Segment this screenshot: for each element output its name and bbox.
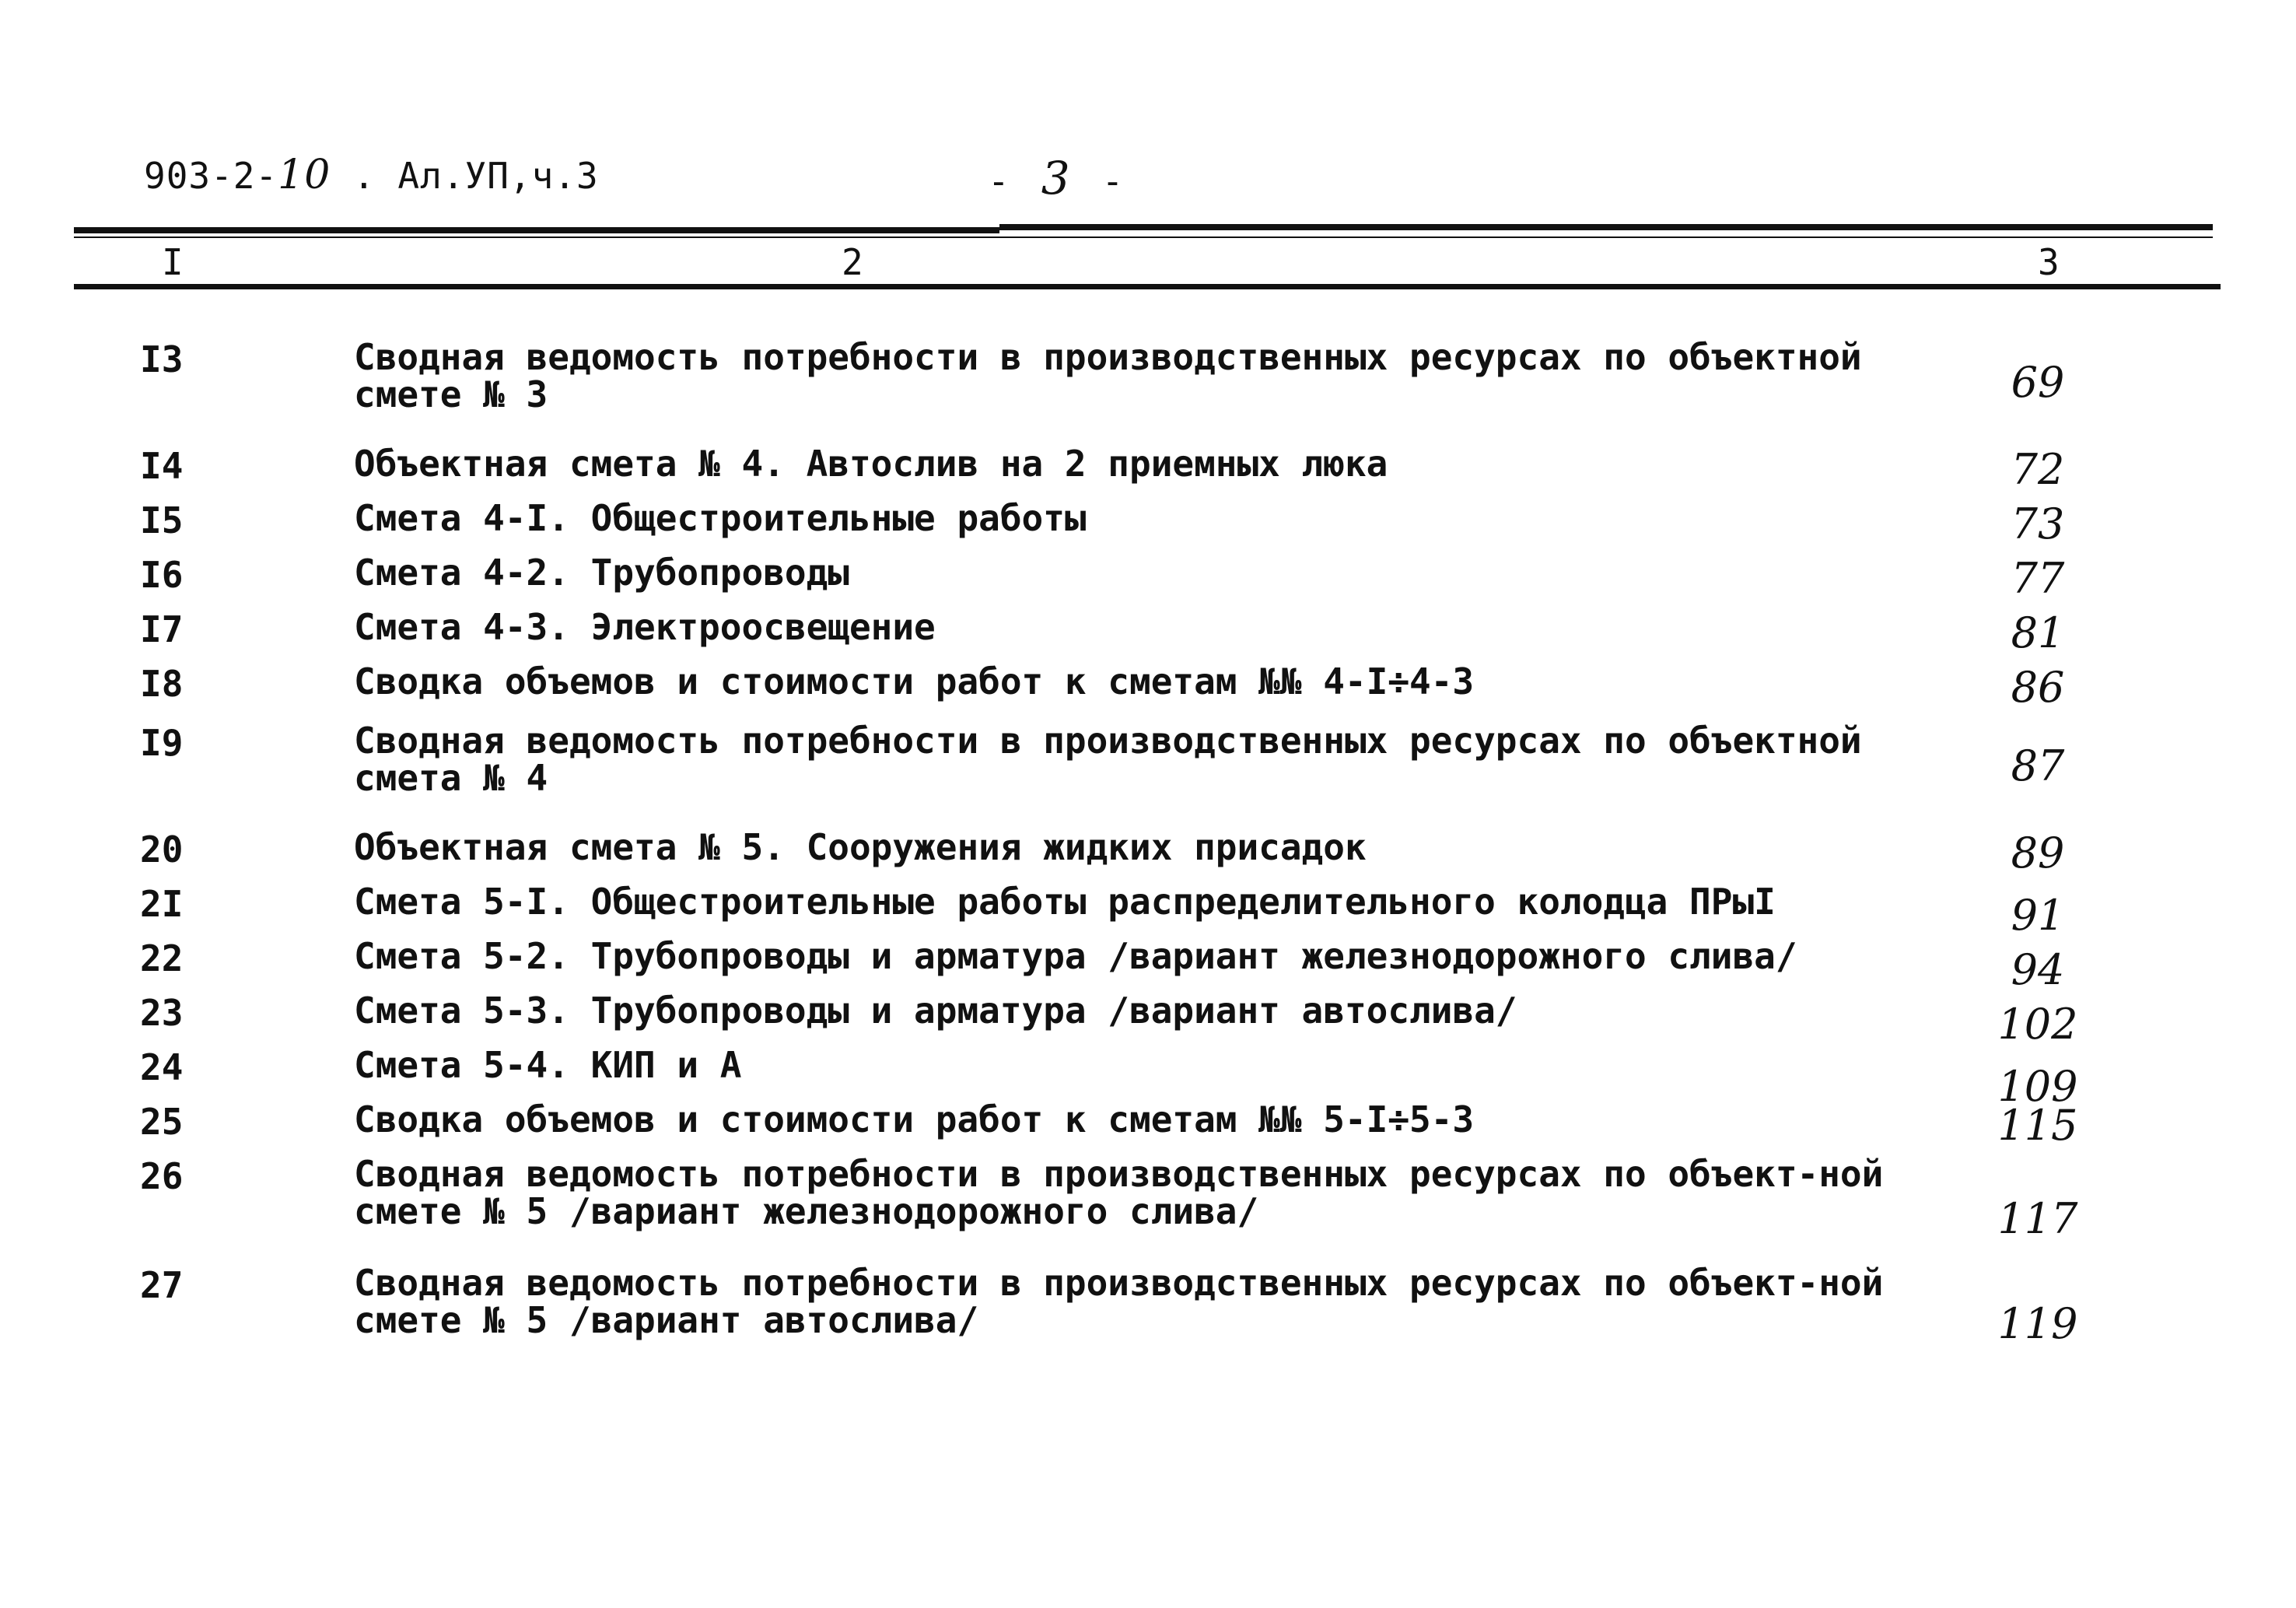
row-number: 20 [140,829,184,871]
row-page: 89 [2011,829,2065,878]
row-number: 25 [140,1101,184,1143]
row-page: 102 [1997,1000,2078,1049]
row-title: Смета 5-4. КИП и А [354,1044,742,1086]
row-title: Объектная смета № 5. Сооружения жидких присадок [354,826,1367,868]
row-number: 22 [140,937,184,979]
row-title: Сводная ведомость потребности в производственных ресурсах по объект-ной смете № 5 /вариант железнодорожного слива/ [354,1153,1884,1232]
row-number: I5 [140,499,184,541]
row-number: 2I [140,883,184,925]
column-header-3: 3 [2038,241,2060,283]
row-number: 23 [140,992,184,1034]
column-header-1: I [162,241,184,283]
row-page: 91 [2011,891,2065,940]
row-number: I8 [140,663,184,705]
page-handwritten: 3 [1041,152,1071,205]
row-title: Смета 5-2. Трубопроводы и арматура /вариант железнодорожного слива/ [354,935,1797,977]
row-title: Смета 5-I. Общестроительные работы распределительного колодца ПРыI [354,881,1776,923]
row-number: I3 [140,338,184,380]
row-title: Сводная ведомость потребности в производственных ресурсах по объектной смете № 3 [354,336,1862,415]
row-number: I7 [140,608,184,650]
row-page: 73 [2011,499,2065,548]
row-number: 24 [140,1046,184,1088]
row-page: 109 [1997,1062,2078,1111]
row-number: 27 [140,1264,184,1306]
row-title: Сводка объемов и стоимости работ к сметам №№ 4-I÷4-3 [354,660,1475,702]
row-page: 69 [2011,358,2065,407]
page-number [988,152,1124,205]
row-title: Смета 4-2. Трубопроводы [354,552,849,594]
row-title: Сводная ведомость потребности в производственных ресурсах по объектной смета № 4 [354,720,1862,799]
album-ref: . Ал.УП,ч.3 [353,155,599,197]
code-handwritten: 10 [278,152,331,198]
code-prefix: 903-2- [144,155,278,197]
top-rule-thin [74,236,2213,238]
top-rule-left [74,227,999,233]
top-rule-right [999,224,2213,230]
row-number: 26 [140,1155,184,1197]
row-page: 72 [2011,445,2065,494]
row-page: 117 [1997,1194,2078,1243]
row-number: I9 [140,722,184,764]
row-page: 87 [2011,741,2065,790]
row-title: Объектная смета № 4. Автослив на 2 приемных люка [354,443,1388,485]
row-title: Смета 4-I. Общестроительные работы [354,497,1087,539]
row-title: Сводная ведомость потребности в производственных ресурсах по объект-ной смете № 5 /вариант автослива/ [354,1262,1884,1341]
row-page: 119 [1997,1299,2078,1348]
row-number: I6 [140,554,184,596]
column-header-2: 2 [842,241,863,283]
row-title: Смета 4-3. Электроосвещение [354,606,936,648]
row-number: I4 [140,445,184,487]
row-page: 81 [2011,608,2065,657]
row-page: 94 [2011,945,2065,994]
row-page: 115 [1997,1101,2078,1150]
document-code [144,152,599,198]
header-bottom-rule [74,284,2221,289]
dash-right: - [1101,160,1125,202]
row-page: 86 [2011,663,2065,712]
dash-left: - [988,160,1010,202]
row-title: Сводка объемов и стоимости работ к сметам №№ 5-I÷5-3 [354,1098,1475,1140]
row-page: 77 [2011,554,2065,603]
row-title: Смета 5-3. Трубопроводы и арматура /вариант автослива/ [354,990,1517,1032]
